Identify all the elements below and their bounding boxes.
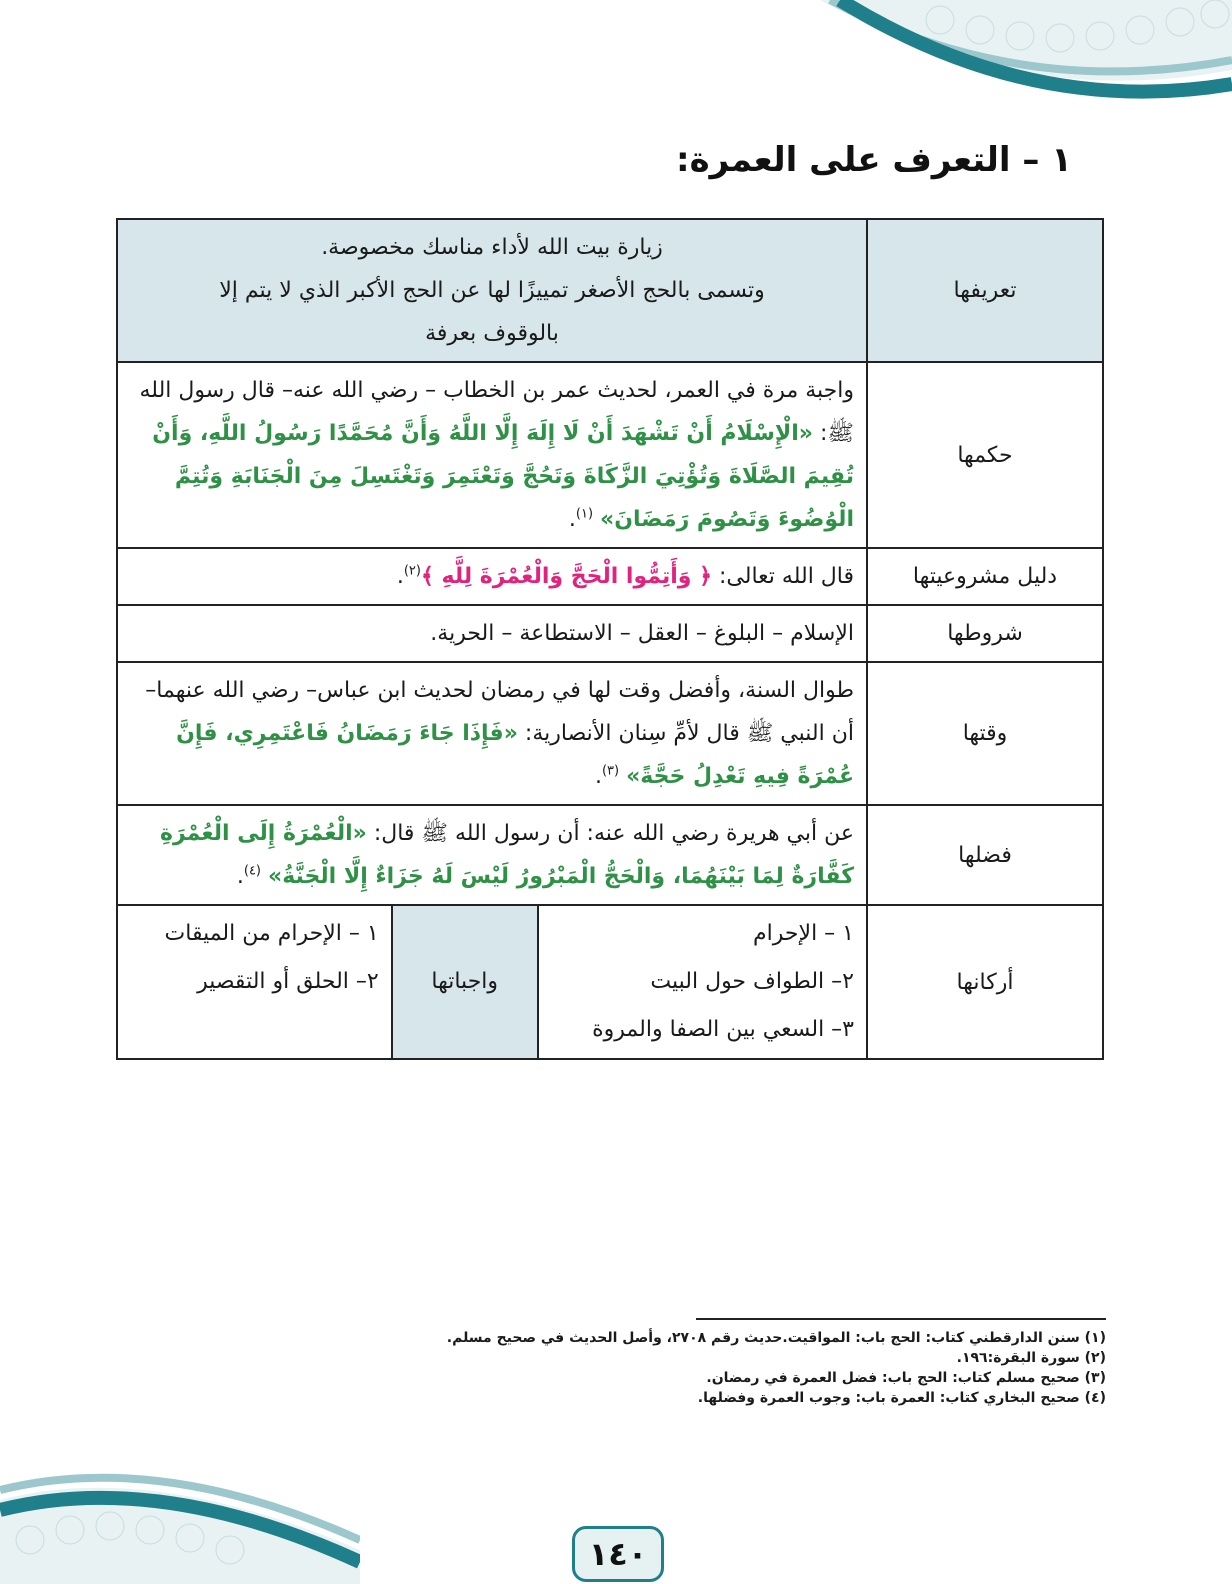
punctuation: .: [568, 507, 576, 532]
definition-line: وتسمى بالحج الأصغر تمييزًا لها عن الحج الأكبر الذي لا يتم إلا: [219, 278, 765, 303]
table-row: [117, 662, 1103, 805]
punctuation: .: [236, 864, 244, 889]
ruling-hadith: «الْإِسْلَامُ أَنْ تَشْهَدَ أَنْ لَا إِلَهَ إِلَّا اللَّهُ وَأَنَّ مُحَمَّدًا رَسُولُ اللَّهِ، وَأَنْ تُقِيمَ الصَّلَاةَ وَتُؤْتِيَ الزَّكَاةَ وَتَحُجَّ وَتَعْتَمِرَ وَتَغْتَسِلَ مِنَ الْجَنَابَةِ وَتُتِمَّ الْوُضُوءَ وَتَصُومَ رَمَضَانَ»: [152, 421, 854, 532]
list-item: ٢– الطواف حول البيت: [650, 969, 854, 994]
quran-verse: ﴿ وَأَتِمُّوا الْحَجَّ وَالْعُمْرَةَ لِلَّهِ ﴾: [420, 564, 713, 589]
row-label-conditions: شروطها: [867, 605, 1103, 662]
section-title: ١ – التعرف على العمرة:: [676, 140, 1072, 180]
footnote-ref: (٤): [243, 863, 261, 879]
row-label-definition: تعريفها: [867, 219, 1103, 362]
pillars-list: [538, 906, 866, 1058]
time-text: طوال السنة، وأفضل وقت لها في رمضان لحديث ابن عباس– رضي الله عنهما– أن النبي ﷺ قال لأمِّ سِنان الأنصارية:: [145, 678, 854, 746]
footnote-ref: (٣): [601, 763, 620, 779]
footnote-ref: (١): [575, 506, 594, 522]
umrah-info-table: [116, 218, 1104, 1060]
pillars-subtable: [118, 906, 866, 1058]
time-content: [117, 662, 867, 805]
conditions-content: الإسلام – البلوغ – العقل – الاستطاعة – الحرية.: [117, 605, 867, 662]
table-row: [117, 805, 1103, 905]
definition-line: بالوقوف بعرفة: [425, 321, 559, 346]
table-row: [117, 362, 1103, 548]
page-number: ١٤٠: [572, 1526, 664, 1582]
table-row: [117, 219, 1103, 362]
definition-content: [117, 219, 867, 362]
row-label-time: وقتها: [867, 662, 1103, 805]
obligations-label: واجباتها: [392, 906, 538, 1058]
ruling-text: واجبة مرة في العمر، لحديث عمر بن الخطاب – رضي الله عنه– قال رسول الله ﷺ:: [139, 378, 854, 446]
list-item: ٣– السعي بين الصفا والمروة: [592, 1017, 854, 1042]
definition-line: زيارة بيت الله لأداء مناسك مخصوصة.: [321, 235, 663, 260]
footnote: (٤) صحيح البخاري كتاب: العمرة باب: وجوب العمرة وفضلها.: [697, 1390, 1106, 1406]
decorative-footer-arc: [0, 1440, 360, 1584]
row-label-evidence: دليل مشروعيتها: [867, 548, 1103, 605]
footnote: (٢) سورة البقرة:١٩٦.: [956, 1350, 1106, 1366]
punctuation: .: [594, 764, 602, 789]
row-label-pillars: أركانها: [867, 905, 1103, 1059]
evidence-content: [117, 548, 867, 605]
footnotes: [386, 1328, 1106, 1408]
list-item: ١ – الإحرام من الميقات: [164, 921, 379, 946]
virtue-text: عن أبي هريرة رضي الله عنه: أن رسول الله ﷺ قال:: [366, 821, 854, 846]
list-item: ١ – الإحرام: [753, 921, 854, 946]
table-row: [117, 905, 1103, 1059]
evidence-text: قال الله تعالى:: [712, 564, 854, 589]
footnote-ref: (٢): [403, 563, 421, 579]
table-row: [117, 605, 1103, 662]
decorative-header-arc: [820, 0, 1232, 110]
list-item: ٢– الحلق أو التقصير: [197, 969, 379, 994]
virtue-content: [117, 805, 867, 905]
footnote: (١) سنن الدارقطني كتاب: الحج باب: المواقيت.حديث رقم ٢٧٠٨، وأصل الحديث في صحيح مسلم.: [446, 1330, 1106, 1346]
footnote-divider: [696, 1318, 1106, 1320]
punctuation: .: [396, 564, 404, 589]
virtue-hadith: «الْعُمْرَةُ إِلَى الْعُمْرَةِ كَفَّارَةٌ لِمَا بَيْنَهُمَا، وَالْحَجُّ الْمَبْرُورُ لَيْسَ لَهُ جَزَاءٌ إِلَّا الْجَنَّةُ»: [159, 821, 854, 889]
time-hadith: «فَإِذَا جَاءَ رَمَضَانُ فَاعْتَمِرِي، فَإِنَّ عُمْرَةً فِيهِ تَعْدِلُ حَجَّةً»: [176, 721, 854, 789]
obligations-list: [118, 906, 392, 1058]
footnote: (٣) صحيح مسلم كتاب: الحج باب: فضل العمرة في رمضان.: [706, 1370, 1106, 1386]
row-label-virtue: فضلها: [867, 805, 1103, 905]
ruling-content: [117, 362, 867, 548]
row-label-ruling: حكمها: [867, 362, 1103, 548]
pillars-content: [117, 905, 867, 1059]
table-row: [117, 548, 1103, 605]
